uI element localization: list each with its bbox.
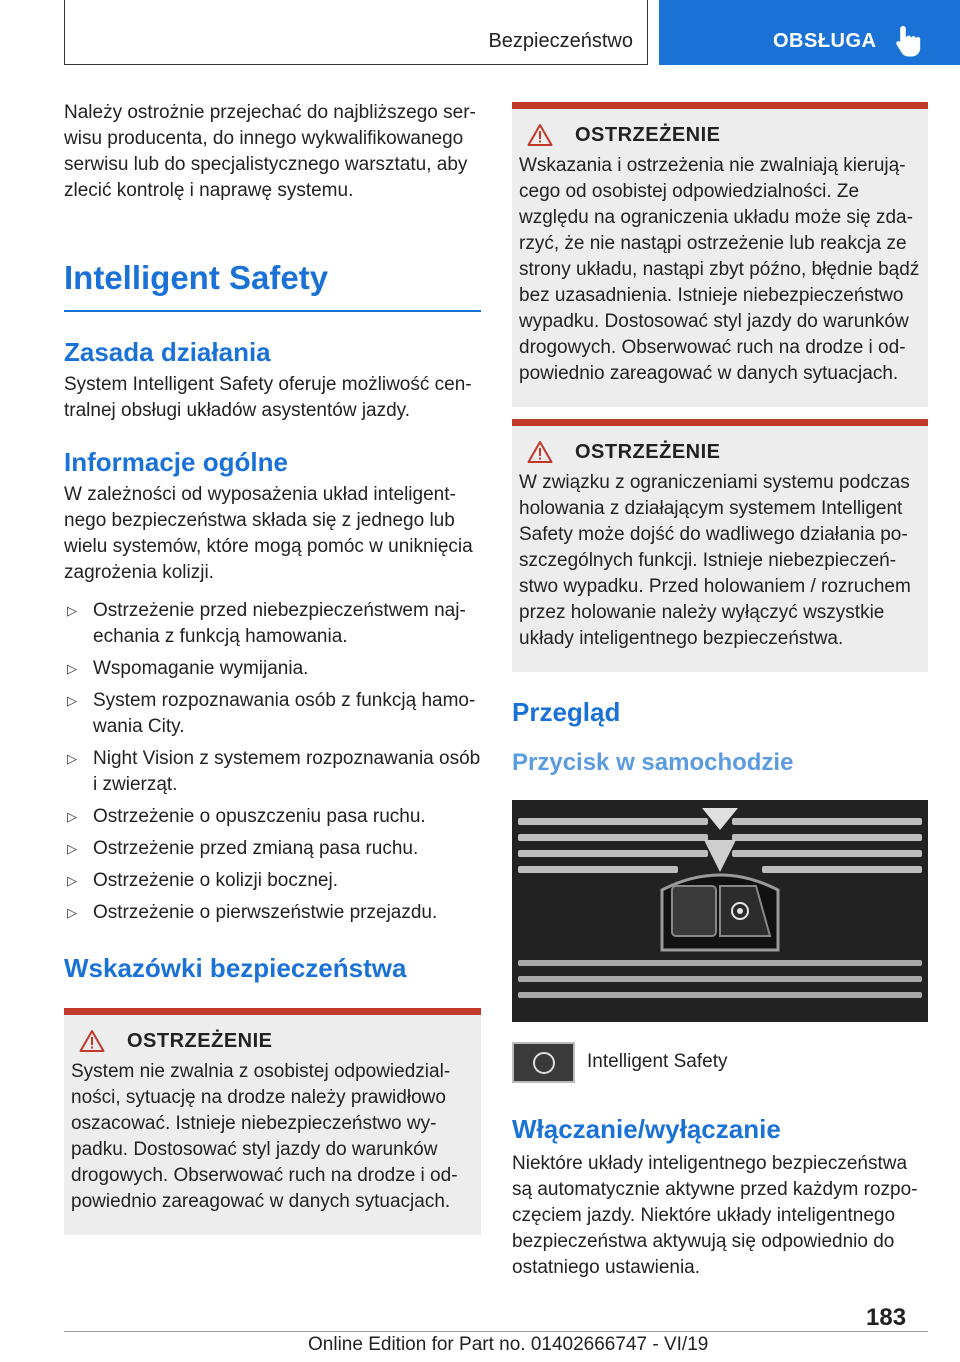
principle-text: System Intelligent Safety oferuje możliwość centralnej obsługi układów asystentów jazdy. xyxy=(64,374,472,421)
main-title: Intelligent Safety xyxy=(64,259,329,296)
warning-box xyxy=(512,102,928,407)
list-item: ▷ System rozpoznawania osób z funkcją hamowania City. xyxy=(67,690,476,737)
safety-heading: Wskazówki bezpieczeństwa xyxy=(64,953,407,983)
warning-triangle-icon xyxy=(527,123,553,147)
warning-text: Wskazania i ostrzeżenia nie zwalniają kierującego od osobistej odpowiedzialności. Ze względu na ograniczenia układu może się zdarzyć, że nie nastąpi ostrzeżenie lub reakcja ze strony układu, nastąpi zbyt późno, błędnie bądź bez uzasadnienia. Istnieje niebezpieczeństwo wypadku. Dostosować styl jazdy do warunków drogowych. Obserwować ruch na drodze i odpowiednio zareagować w danych sytuacjach. xyxy=(519,155,920,384)
warning-text: System nie zwalnia z osobistej odpowiedzialności, sytuację na drodze należy prawidłowo oszacować. Istnieje niebezpieczeństwo wypadku. Dostosować styl jazdy do warunków drogowych. Obserwować ruch na drodze i odpowiednio zareagować w danych sytuacjach. xyxy=(71,1061,458,1212)
onoff-heading: Włączanie/wyłączanie xyxy=(512,1114,781,1144)
warning-triangle-icon xyxy=(79,1029,105,1053)
triangle-bullet-icon: ▷ xyxy=(67,873,77,888)
warning-header xyxy=(527,440,920,464)
footer-edition: Online Edition for Part no. 01402666747 - VI/19 xyxy=(308,1334,709,1355)
warning-triangle-icon xyxy=(527,440,553,464)
intelligent-safety-button-icon xyxy=(512,1042,575,1083)
button-legend xyxy=(512,1042,928,1083)
section-title: Bezpieczeństwo xyxy=(488,30,633,52)
footer-divider xyxy=(64,1331,928,1332)
intro-paragraph: Należy ostrożnie przejechać do najbliższego serwisu producenta, do innego wykwalifikowanego serwisu lub do specjalistycznego warsztatu, aby zlecić kontrolę i naprawę systemu. xyxy=(64,102,476,201)
warning-header xyxy=(527,123,920,147)
chapter-tab-label: OBSŁUGA xyxy=(773,30,877,52)
general-heading: Informacje ogólne xyxy=(64,447,288,477)
page-number: 183 xyxy=(866,1304,907,1331)
triangle-bullet-icon: ▷ xyxy=(67,905,77,920)
triangle-bullet-icon: ▷ xyxy=(67,809,77,824)
systems-list xyxy=(64,598,481,926)
chapter-tab[interactable] xyxy=(659,0,960,65)
triangle-bullet-icon: ▷ xyxy=(67,841,77,856)
triangle-bullet-icon: ▷ xyxy=(67,693,77,708)
button-heading: Przycisk w samochodzie xyxy=(512,749,794,776)
dashboard-illustration xyxy=(512,800,928,1022)
triangle-bullet-icon: ▷ xyxy=(67,603,77,618)
principle-heading: Zasada działania xyxy=(64,337,271,367)
overview-heading: Przegląd xyxy=(512,697,621,727)
triangle-bullet-icon: ▷ xyxy=(67,751,77,766)
title-divider xyxy=(64,310,481,312)
triangle-bullet-icon: ▷ xyxy=(67,661,77,676)
list-item: ▷ Ostrzeżenie o pierwszeństwie przejazdu. xyxy=(64,900,481,926)
list-item: ▷ Wspomaganie wymijania. xyxy=(64,656,481,682)
general-text: W zależności od wyposażenia układ inteligentnego bezpieczeństwa składa się z jednego lub wielu systemów, które mogą pomóc w uniknięcia zagrożenia kolizji. xyxy=(64,484,473,583)
warning-title: OSTRZEŻENIE xyxy=(575,440,721,463)
list-item: ▷ Ostrzeżenie o opuszczeniu pasa ruchu. xyxy=(64,804,481,830)
warning-box xyxy=(64,1008,481,1235)
warning-title: OSTRZEŻENIE xyxy=(575,123,721,146)
warning-title: OSTRZEŻENIE xyxy=(127,1029,273,1052)
hand-pointer-icon xyxy=(893,24,923,58)
header-section-box xyxy=(64,0,648,65)
warning-box xyxy=(512,419,928,672)
left-column xyxy=(64,100,481,1235)
list-item: ▷ Night Vision z systemem rozpoznawania osób i zwierząt. xyxy=(67,748,481,795)
button-caption: Intelligent Safety xyxy=(587,1051,728,1072)
right-column xyxy=(512,102,928,1281)
list-item: ▷ Ostrzeżenie przed niebezpieczeństwem najechania z funkcją hamowania. xyxy=(67,600,466,647)
list-item: ▷ Ostrzeżenie przed zmianą pasa ruchu. xyxy=(64,836,481,862)
list-item: ▷ Ostrzeżenie o kolizji bocznej. xyxy=(64,868,481,894)
car-dashboard-button-photo xyxy=(512,800,928,1022)
warning-header xyxy=(79,1029,473,1053)
warning-text: W związku z ograniczeniami systemu podczas holowania z działającym systemem Intelligent Safety może dojść do wadliwego działania poszczególnych funkcji. Istnieje niebezpieczeństwo wypadku. Przed holowaniem / rozruchem przez holowanie należy wyłączyć wszystkie układy inteligentnego bezpieczeństwa. xyxy=(519,472,911,649)
onoff-text: Niektóre układy inteligentnego bezpieczeństwa są automatycznie aktywne przed każdym rozpoczęciem jazdy. Niektóre układy inteligentnego bezpieczeństwa aktywują się odpowiednio do ostatniego ustawienia. xyxy=(512,1153,918,1278)
